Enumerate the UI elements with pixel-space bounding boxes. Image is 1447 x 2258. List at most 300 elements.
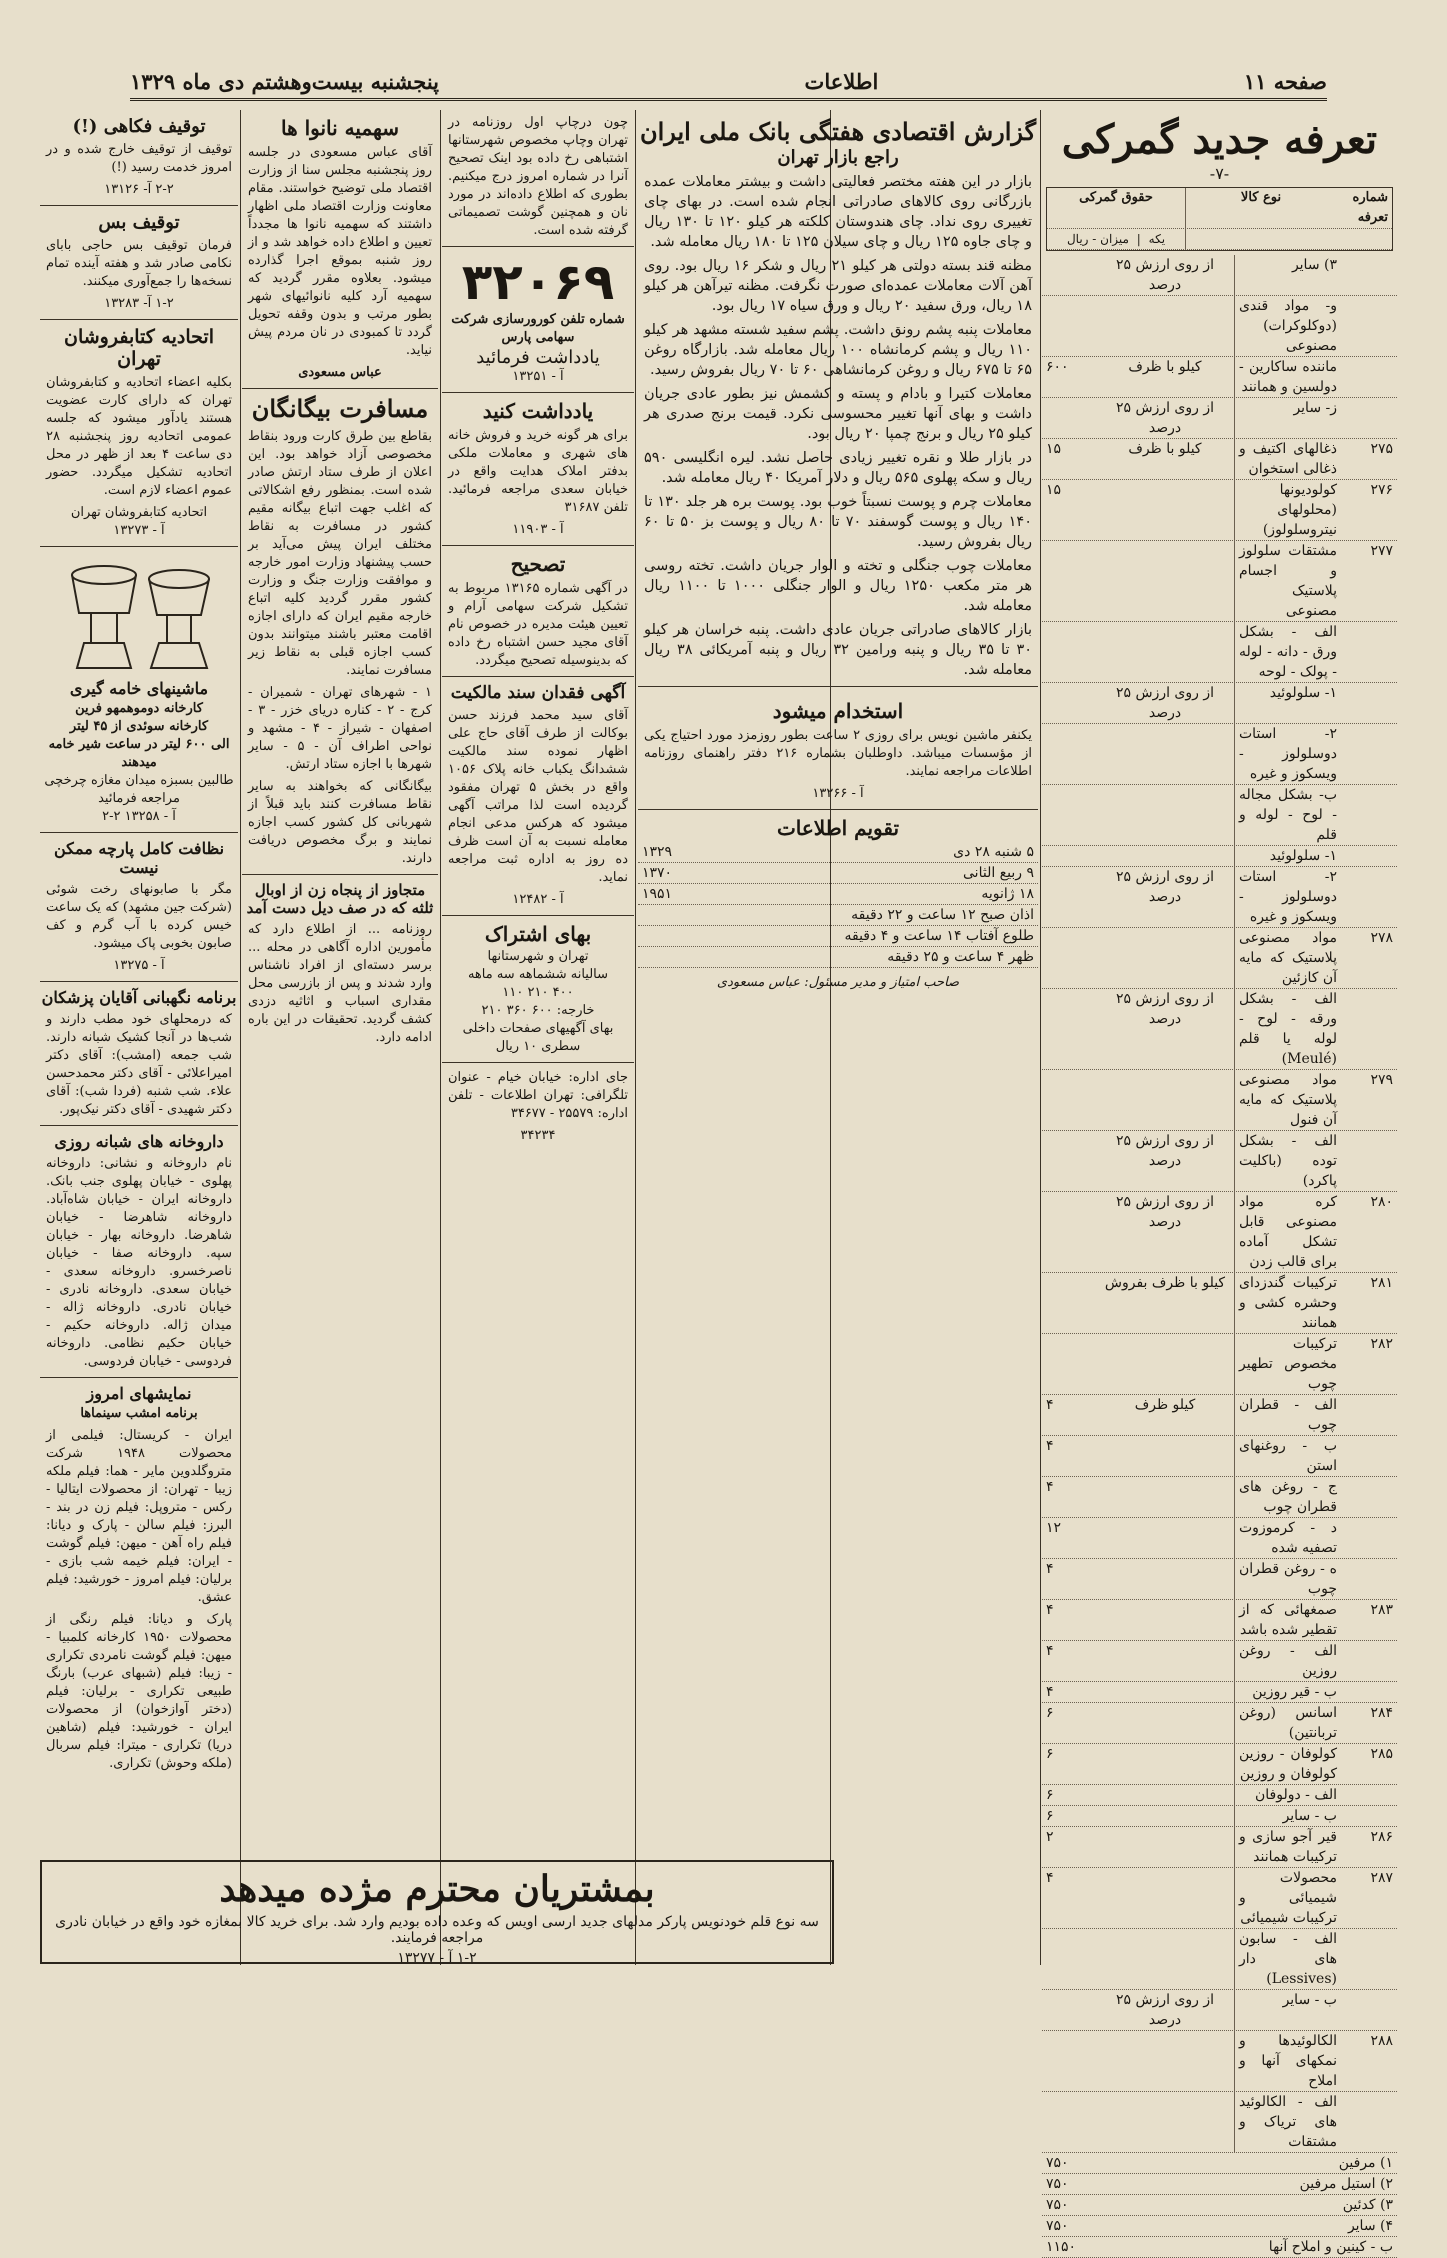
lost-deed-text: آقای سید محمد فرزند حسن بوکالت از طرف آقای حاج علی اظهار نموده سند مالکیت ششدانگ یکباب خانه پلاک ۱۰۵۶ واقع در بخش ۵ تهران مفقود گردیده است لذا مراتب آگهی میشود که هرکس مدعی انجام معامله نسبت به آن است ظرف ده روز به اداره ثبت مراجعه نماید. xyxy=(448,708,629,885)
tariff-number xyxy=(1341,296,1397,356)
report-column xyxy=(638,110,1038,1965)
tariff-row xyxy=(1042,1744,1397,1785)
pen-advertisement xyxy=(40,1860,834,1964)
bus-ad-title: توقیف بس xyxy=(98,212,180,233)
union-ad-ref: آ - ۱۳۲۷۳ xyxy=(113,523,165,538)
report-paragraph: بازار در این هفته مختصر فعالیتی داشت و بیشتر معاملات عمده بازرگانی روی کالاهای صادراتی انجام شده است. در بهای چای تغییری روی نداد. چای هندوستان کلکته هر کیلو ۱۲۰ تا ۱۳۰ ریال و چای جاوه ۱۲۵ ریال و چای سیلان ۱۲۵ تا ۱۸۰ ریال معامله شد. xyxy=(644,174,1032,251)
tariff-number: ۲۸۸ xyxy=(1370,2033,1393,2049)
pen-ad-title: بمشتریان محترم مژده میدهد xyxy=(219,1868,655,1910)
fun-ad-title: توقیف فکاهی (!) xyxy=(72,116,206,137)
tariff-number xyxy=(1341,1682,1397,1702)
tariff-duty: از روی ارزش ۲۵ درصد xyxy=(1096,398,1235,438)
tariff-amount xyxy=(1042,683,1096,723)
tariff-tail-row xyxy=(1042,2216,1397,2237)
tariff-goods: ترکیبات گندزدای وحشره کشی و همانند xyxy=(1239,1275,1337,1331)
tariff-duty: از روی ارزش ۲۵ درصد xyxy=(1096,683,1235,723)
tariff-duty xyxy=(1096,1703,1235,1743)
tariff-goods: کره مواد مصنوعی قابل تشکل آماده برای قالب زدن xyxy=(1239,1194,1337,1270)
tariff-row xyxy=(1042,1131,1397,1192)
tariff-goods: ب - قیر روزین xyxy=(1252,1684,1337,1700)
tariff-goods: ماننده ساکارین - دولسین و همانند xyxy=(1239,359,1337,395)
tariff-amount: ۴ xyxy=(1046,1561,1054,1577)
tariff-amount: ۴ xyxy=(1046,1643,1054,1659)
lost-deed-ref: آ - ۱۲۴۸۲ xyxy=(512,892,564,907)
tariff-tail-row xyxy=(1042,2174,1397,2195)
tariff-number: ۲۸۱ xyxy=(1370,1275,1393,1291)
tariff-duty xyxy=(1096,541,1235,621)
tariff-goods: محصولات شیمیائی و ترکیبات شیمیائی xyxy=(1239,1870,1337,1926)
police-text: روزنامه ... از اطلاع دارد که مأمورین اداره آگاهی در محله ... برسر دسته‌ای از افراد ناشناس وارد شدند و پس از بازرسی محل مقداری اسباب و اثاثیه دزدی کشف گردید. تحقیقات در این باره ادامه دارد. xyxy=(248,921,432,1045)
police-title: متجاوز از پنجاه زن از اوبال ثلثه که در صف دیل دست آمد xyxy=(246,880,434,917)
phone-note: یادداشت فرمائید xyxy=(476,347,600,368)
pharmacy-title: داروخانه های شبانه روزی xyxy=(54,1132,224,1151)
tariff-number xyxy=(1341,989,1397,1069)
tariff-amount xyxy=(1042,785,1096,845)
travel-list: ۱ - شهرهای تهران - شمیران - کرج - ۲ - کناره دریای خزر - ۳ - اصفهان - شیراز - ۴ - مشهد و نواحی اطراف آن - ۵ - سایر شهرها با اجازه ستاد ارتش. xyxy=(248,684,432,772)
tariff-row xyxy=(1042,2092,1397,2153)
tariff-row xyxy=(1042,1273,1397,1334)
report-title: گزارش اقتصادی هفتگی بانک ملی ایران xyxy=(639,117,1037,146)
correction-text: در آگهی شماره ۱۳۱۶۵ مربوط به تشکیل شرکت سهامی آرام و تعیین هیئت مدیره در خصوص نام آقای مجید حسن اشتباه رخ داده که بدینوسیله تصحیح میگردد. xyxy=(448,581,628,668)
tariff-row xyxy=(1042,439,1397,480)
tariff-number xyxy=(1341,724,1397,784)
middle-column xyxy=(442,110,634,1965)
tariff-amount xyxy=(1042,1929,1096,1989)
tariff-number: ۲۷۶ xyxy=(1370,482,1393,498)
tariff-duty: از روی ارزش ۲۵ درصد xyxy=(1096,1990,1235,2030)
notice-ref: آ - ۱۱۹۰۳ xyxy=(512,522,564,537)
machine-line: الی ۶۰۰ لیتر در ساعت شیر خامه میدهند xyxy=(48,737,230,770)
tariff-row xyxy=(1042,480,1397,541)
tariff-duty xyxy=(1096,1929,1235,1989)
tariff-duty xyxy=(1096,296,1235,356)
union-ad-text: بکلیه اعضاء اتحادیه و کتابفروشان تهران که دارای کارت عضویت هستند یادآور میشود که جلسه عمومی اتحادیه روز پنجشنبه ۲۸ دی ساعت ۴ بعد از ظهر در محل اتحادیه تشکیل میگردد. حضور عموم اعضاء لازم است. xyxy=(46,375,233,498)
tariff-amount xyxy=(1042,296,1096,356)
tariff-row xyxy=(1042,357,1397,398)
tariff-row xyxy=(1042,255,1397,296)
tariff-goods: الف - روغن روزین xyxy=(1239,1643,1337,1679)
tariff-number xyxy=(1341,1477,1397,1517)
tariff-row xyxy=(1042,785,1397,846)
report-paragraph: معاملات پنبه پشم رونق داشت. پشم سفید شسته مشهد هر کیلو ۱۱۰ ریال و پشم کرمانشاه ۱۰۰ ریال معامله شد. بازارگاه روغن ۶۵ تا ۶۷۵ ریال و روغن کرمانشاهی ۶۰ تا ۷۰ ریال بفروش رسید. xyxy=(644,322,1032,379)
header-amount: میزان - ریال xyxy=(1066,232,1129,246)
doctor-title: برنامه نگهبانی آقایان پزشکان xyxy=(41,988,237,1007)
tariff-amount: ۴ xyxy=(1046,1684,1054,1700)
union-ad-title: اتحادیه کتابفروشان تهران xyxy=(64,326,214,370)
machine-ref: آ - ۱۳۲۵۸ ۲-۲ xyxy=(102,809,176,824)
phone-number: ۳۲۰۶۹ xyxy=(461,253,615,311)
calendar-row xyxy=(638,842,1038,863)
soap-ad-title: نظافت کامل پارچه ممکن نیست xyxy=(53,839,225,877)
tariff-tail-row xyxy=(1042,2195,1397,2216)
tariff-goods: مواد مصنوعی پلاستیک که مایه آن فنول xyxy=(1239,1072,1337,1128)
bakery-text: آقای عباس مسعودی در جلسه روز پنجشنبه مجلس سنا از وزارت اقتصاد ملی توضیح خواستند. مقام معاونت وزارت اقتصاد ملی اظهار داشتند که سهمیه نانوا ها مجدداً تعیین و اطلاع داده خواهد شد و از روز شنبه بموقع اجرا گذارده میشود. بعلاوه مقرر گردید که سهمیه آرد کلیه نانوائیهای شهر بطور مرتب و بدون وقفه تحویل گردد تا کمبودی در نان مردم پیش نیاید. xyxy=(248,145,432,358)
tariff-number xyxy=(1341,1785,1397,1805)
tariff-goods: ۱- سلولوئید xyxy=(1269,685,1337,701)
tariff-goods: ۱- سلولوئید xyxy=(1269,848,1337,864)
tariff-amount xyxy=(1042,846,1096,866)
tariff-amount: ۱۱۵۰ xyxy=(1046,2239,1077,2255)
tariff-row xyxy=(1042,1990,1397,2031)
tariff-amount: ۱۵ xyxy=(1046,482,1062,498)
tariff-duty xyxy=(1096,785,1235,845)
tariff-duty xyxy=(1096,1559,1235,1599)
tariff-goods: ترکیبات مخصوص تطهیر چوب xyxy=(1239,1336,1337,1392)
tariff-row xyxy=(1042,1929,1397,1990)
tariff-row xyxy=(1042,1436,1397,1477)
pen-ad-text: سه نوع قلم خودنویس پارکر مدلهای جدید ارسی اویس که وعده داده بودیم وارد شد. برای خرید کالا بمغازه خود واقع در خیابان نادری مراجعه فرمایند. xyxy=(55,1914,819,1946)
tariff-goods: ۲- استات دوسلولوز - ویسکوز و غیره xyxy=(1239,726,1337,782)
tariff-duty xyxy=(1096,1600,1235,1640)
calendar-row xyxy=(638,905,1038,926)
tariff-goods: ب - روغنهای استن xyxy=(1239,1438,1337,1474)
tariff-goods: ۳) سایر xyxy=(1291,257,1337,273)
calendar-label: ۱۸ ژانویه xyxy=(981,886,1034,903)
tariff-goods: مشتقات سلولوز و اجسام پلاستیک مصنوعی xyxy=(1239,543,1337,619)
machine-line: کارخانه دوموهمهو فرین xyxy=(75,701,203,716)
header-goods: نوع کالا xyxy=(1240,190,1282,205)
tariff-amount xyxy=(1042,1990,1096,2030)
bakery-signature: عباس مسعودی xyxy=(298,365,382,380)
hiring-text: یکنفر ماشین نویس برای روزی ۲ ساعت بطور روزمزد مورد احتیاج یکی از مؤسسات میباشد. داوطلبان بشماره ۲۱۶ دفتر راهنمای روزنامه اطلاعات مراجعه نمایند. xyxy=(644,728,1032,780)
tariff-goods: الف - سابون های دار (Lessives) xyxy=(1239,1931,1337,1987)
tariff-number xyxy=(1341,1131,1397,1191)
soap-ad-text: مگر با صابونهای رخت شوئی (شرکت جین مشهد) که یک ساعت خیس کرده با آب گرم و کف صابون بخوبی پاک میشود. xyxy=(46,882,232,951)
tariff-row xyxy=(1042,1827,1397,1868)
tariff-tail-row xyxy=(1042,2237,1397,2258)
tariff-duty xyxy=(1096,2031,1235,2091)
tariff-number: ۲۷۷ xyxy=(1370,543,1393,559)
tariff-goods: کولوفان - روزین کولوفان و روزین xyxy=(1239,1746,1337,1782)
tariff-duty: کیلو با ظرف بفروش xyxy=(1096,1273,1235,1333)
tariff-goods: ۱) مرفین xyxy=(1338,2155,1393,2171)
tariff-amount xyxy=(1042,867,1096,927)
calendar-value: ۱۳۲۹ xyxy=(642,844,673,861)
column-rule xyxy=(240,110,241,1965)
tariff-number xyxy=(1341,622,1397,682)
tariff-row xyxy=(1042,867,1397,928)
tariff-number: ۲۸۴ xyxy=(1370,1705,1393,1721)
tariff-duty xyxy=(1096,1436,1235,1476)
tariff-goods: ب - سایر xyxy=(1282,1808,1337,1824)
tariff-number xyxy=(1341,1641,1397,1681)
pharmacy-text: نام داروخانه و نشانی: داروخانه پهلوی - خیابان پهلوی جنب بانک. داروخانه ایران - خیابان شاه‌آباد. داروخانه شاهرضا - خیابان شاهرضا. داروخانه بهار - خیابان سپه. داروخانه صفا - خیابان ناصرخسرو. داروخانه سعدی - خیابان سعدی. داروخانه نادری - خیابان نادری. داروخانه ژاله - میدان ژاله. داروخانه حکیم - خیابان حکیم نظامی. داروخانه فردوسی - خیابان فردوسی. xyxy=(46,1156,232,1369)
cinema-program: برنامه امشب سینماها xyxy=(80,1406,198,1421)
tariff-amount xyxy=(1042,2092,1096,2152)
calendar-label: ظهر ۴ ساعت و ۲۵ دقیقه xyxy=(887,949,1034,966)
tariff-amount xyxy=(1042,928,1096,988)
tariff-amount: ۴ xyxy=(1046,1397,1054,1413)
hiring-ref: آ - ۱۳۲۶۶ xyxy=(812,786,864,802)
tariff-row xyxy=(1042,1518,1397,1559)
tariff-amount xyxy=(1042,989,1096,1069)
tariff-row xyxy=(1042,1682,1397,1703)
tariff-duty xyxy=(1096,1806,1235,1826)
tariff-row xyxy=(1042,398,1397,439)
tariff-row xyxy=(1042,1395,1397,1436)
calendar-label: ۹ ربیع الثانی xyxy=(963,865,1034,882)
tariff-goods: الف - دولوفان xyxy=(1254,1787,1337,1803)
report-paragraph: معاملات چرم و پوست نسبتاً خوب بود. پوست بره هر جلد ۱۳۰ تا ۱۴۰ ریال و پوست گوسفند ۷۰ تا ۸۰ ریال و پوست بز ۵۰ تا ۶۰ ریال بفروش رسید. xyxy=(644,494,1033,551)
tariff-number xyxy=(1341,683,1397,723)
calendar-value xyxy=(638,926,692,946)
tariff-goods: ب- بشکل مجاله - لوح - لوله و قلم xyxy=(1239,787,1337,843)
subscription-periods: سالیانه ششماهه سه ماهه xyxy=(467,967,609,982)
calendar-label: طلوع آفتاب ۱۴ ساعت و ۴ دقیقه xyxy=(844,928,1034,945)
calendar-row xyxy=(638,947,1038,968)
office-ref: ۳۴۲۳۴ xyxy=(520,1128,556,1143)
tariff-duty xyxy=(1096,1682,1235,1702)
tariff-duty xyxy=(1096,622,1235,682)
tariff-number: ۲۷۸ xyxy=(1370,930,1393,946)
tariff-goods: د - کرموزوت تصفیه شده xyxy=(1239,1520,1337,1556)
tariff-number: ۲۸۷ xyxy=(1370,1870,1393,1886)
page-number: صفحه ۱۱ xyxy=(1243,68,1327,94)
calendar-label: اذان صبح ۱۲ ساعت و ۲۲ دقیقه xyxy=(851,907,1034,924)
news-column xyxy=(242,110,438,1965)
tariff-duty xyxy=(1096,846,1235,866)
cinema-text2: پارک و دیانا: فیلم رنگی از محصولات ۱۹۵۰ کارخانه کلمبیا - میهن: فیلم گوشت نامردی تکراری - زیبا: فیلم (شبهای عرب) بارنگ طبیعی تکراری - برلیان: فیلم (دختر آوازخوان) از محصولات ایران - خورشید: فیلم (شاهین دریا) تکراری - میترا: فیلم سربال (ملکه وحوش) تکراری. xyxy=(46,1612,232,1771)
tariff-duty xyxy=(1096,1477,1235,1517)
report-paragraph: بازار کالاهای صادراتی جریان عادی داشت. پنبه خراسان هر کیلو ۳۰ تا ۳۵ ریال و پنبه ورامین ۳۲ ریال و پنبه آمریکائی ۳۸ ریال معامله شد. xyxy=(644,622,1033,679)
tariff-number xyxy=(1341,1806,1397,1826)
tariff-amount: ۴ xyxy=(1046,1870,1054,1886)
tariff-goods: ه - روغن قطران چوب xyxy=(1239,1561,1337,1597)
tariff-duty xyxy=(1096,1785,1235,1805)
header-number: شماره تعرفه xyxy=(1352,190,1388,225)
calendar-title: تقویم اطلاعات xyxy=(776,816,900,841)
tariff-number xyxy=(1341,398,1397,438)
tariff-goods: مواد مصنوعی پلاستیک که مایه آن کازئین xyxy=(1239,930,1337,986)
tariff-row xyxy=(1042,1785,1397,1806)
lost-deed-title: آگهی فقدان سند مالکیت xyxy=(450,683,626,703)
machine-line: طالبین بسبزه میدان مغازه چرخچی مراجعه فرمائید xyxy=(44,773,234,806)
fun-ad-text: توقیف از توقیف خارج شده و در امروز خدمت رسید (!) xyxy=(46,142,232,175)
tariff-number xyxy=(1341,846,1397,866)
report-paragraph: معاملات کتیرا و بادام و پسته و کشمش نیز بطور عادی جریان داشت و بهای آنها تغییر محسوسی نکرد. قیمت برنج صدری هر کیلو ۲۵ ریال و برنج چمپا ۲۰ ریال بود. xyxy=(644,386,1032,443)
fun-ad-ref: ۲-۲ آ- ۱۳۱۲۶ xyxy=(104,182,174,197)
calendar-row xyxy=(638,884,1038,905)
tariff-duty: کیلو با ظرف xyxy=(1096,439,1235,479)
tariff-row xyxy=(1042,928,1397,989)
tariff-number xyxy=(1341,1518,1397,1558)
union-ad-sign: اتحادیه کتابفروشان تهران xyxy=(70,505,208,520)
column-rule xyxy=(1040,110,1041,1965)
tariff-amount xyxy=(1042,2031,1096,2091)
report-paragraph: مظنه قند بسته دولتی هر کیلو ۲۱ ریال و شکر ۱۶ ریال بود. روی آهن آلات معاملات عمده‌ای صورت نگرفت. مظنه تیرآهن هر کیلو ۱۸ ریال، ورق سفید ۲۰ ریال و ورق سیاه ۱۷ ریال بود. xyxy=(644,258,1033,315)
tariff-duty xyxy=(1096,1641,1235,1681)
tariff-amount xyxy=(1042,1273,1096,1333)
report-paragraph: معاملات چوب جنگلی و تخته و الوار جریان داشت. تخته روسی هر متر مکعب ۱۲۵۰ ریال و الوار جنگلی ۱۰۰۰ تا ۱۱۰۰ ریال معامله شد. xyxy=(644,558,1032,615)
editor-signature: صاحب امتیاز و مدیر مسئول: عباس مسعودی xyxy=(716,975,960,991)
cinema-title: نمایشهای امروز xyxy=(86,1384,192,1403)
tariff-goods: ۳) کدئین xyxy=(1342,2197,1393,2213)
tariff-duty xyxy=(1096,1070,1235,1130)
tariff-amount: ۷۵۰ xyxy=(1046,2197,1069,2213)
tariff-goods: الف - قطران چوب xyxy=(1239,1397,1337,1433)
subscription-city: تهران و شهرستانها xyxy=(487,949,589,964)
tariff-number: ۲۸۶ xyxy=(1370,1829,1393,1845)
tariff-amount: ۷۵۰ xyxy=(1046,2218,1069,2234)
tariff-amount: ۶ xyxy=(1046,1746,1054,1762)
tariff-goods: ۴) سایر xyxy=(1347,2218,1393,2234)
tariff-row xyxy=(1042,1477,1397,1518)
tariff-amount: ۶ xyxy=(1046,1705,1054,1721)
tariff-row xyxy=(1042,1641,1397,1682)
calendar-value xyxy=(638,905,692,925)
hiring-title: استخدام میشود xyxy=(772,699,904,724)
tariff-amount: ۱۵ xyxy=(1046,441,1062,457)
tariff-duty xyxy=(1096,724,1235,784)
tariff-row xyxy=(1042,683,1397,724)
tariff-duty: کیلو ظرف xyxy=(1096,1395,1235,1435)
tariff-row xyxy=(1042,1334,1397,1395)
subscription-ads: بهای آگهیهای صفحات داخلی سطری ۱۰ ریال xyxy=(462,1021,614,1054)
tariff-row xyxy=(1042,1192,1397,1273)
tariff-number xyxy=(1341,1990,1397,2030)
tariff-number: ۲۸۰ xyxy=(1370,1194,1393,1210)
tariff-duty: کیلو با ظرف xyxy=(1096,357,1235,397)
bus-ad-ref: ۱-۲ آ- ۱۳۲۸۳ xyxy=(104,296,174,311)
calendar-label: ۵ شنبه ۲۸ دی xyxy=(953,844,1034,861)
tariff-row xyxy=(1042,846,1397,867)
tariff-number xyxy=(1341,357,1397,397)
tariff-goods: اسانس (روغن تربانتین) xyxy=(1239,1705,1337,1741)
tariff-amount: ۷۵۰ xyxy=(1046,2155,1069,2171)
tariff-tail-table xyxy=(1042,2153,1397,2258)
tariff-header: شماره تعرفه نوع کالا حقوق گمرکی یکه | میزان - ریال xyxy=(1046,187,1393,251)
tariff-amount: ۴ xyxy=(1046,1602,1054,1618)
travel-text2: بیگانگانی که بخواهند به سایر نقاط مسافرت کنند باید قبلاً از شهربانی کل کشور کسب اجازه نمایند و برگ مخصوص دریافت دارند. xyxy=(248,778,432,866)
tariff-row xyxy=(1042,622,1397,683)
tariff-number xyxy=(1341,1929,1397,1989)
pen-ad-ref: ۱-۲ آ - ۱۳۲۷۷ xyxy=(397,1950,477,1966)
machine-line: کارخانه سوئدی از ۴۵ لیتر xyxy=(69,719,209,734)
soap-ad-ref: آ - ۱۳۲۷۵ xyxy=(113,958,165,973)
tariff-row xyxy=(1042,1703,1397,1744)
tariff-part: -۷- xyxy=(1209,164,1230,183)
calendar-table xyxy=(638,842,1038,968)
tariff-amount xyxy=(1042,1131,1096,1191)
paper-name: اطلاعات xyxy=(804,68,879,94)
tariff-goods: الف - بشکل ورق - دانه - لوله - پولک - لوحه xyxy=(1239,624,1337,680)
tariff-number: ۲۷۹ xyxy=(1370,1072,1393,1088)
tariff-duty xyxy=(1096,1868,1235,1928)
tariff-amount: ۶ xyxy=(1046,1787,1054,1803)
notice-text: برای هر گونه خرید و فروش خانه های شهری و معاملات ملکی بدفتر املاک هدایت واقع در خیابان سعدی مراجعه فرمائید. تلفن ۳۱۶۸۷ xyxy=(448,428,628,515)
tariff-amount xyxy=(1042,724,1096,784)
tariff-table xyxy=(1042,255,1397,2153)
subscription-abroad: خارجه: ۶۰۰ ۳۶۰ ۲۱۰ xyxy=(481,1003,595,1018)
tariff-duty: از روی ارزش ۲۵ درصد xyxy=(1096,867,1235,927)
tariff-duty xyxy=(1096,2092,1235,2152)
report-subtitle: راجع بازار تهران xyxy=(777,146,899,168)
header-duty: حقوق گمرکی xyxy=(1047,188,1186,228)
tariff-duty: از روی ارزش ۲۵ درصد xyxy=(1096,255,1235,295)
header-unit: یکه xyxy=(1148,232,1166,246)
tariff-goods: ذغالهای اکتیف و ذغالی استخوان xyxy=(1239,441,1337,477)
travel-text: بقاطع بین طرق کارت ورود بنقاط مخصوصی آزاد خواهد بود. این اعلان از طرف ستاد ارتش صادر شده است. بمنظور رفع اشکالاتی که اغلب جهت اتباع بیگانه مقیم کشور در مسافرت به نقاط مختلف ایران پیش می‌آید بر حسب پیشنهاد وزارت امور خارجه و موافقت وزارت جنگ و وزارت کشور مقرر گردید کلیه اتباع خارجه مقیم ایران که دارای اجازه اقامت معتبر باشند میتوانند بدون کسب اجازه قبلی به نقاط زیر مسافرت نمایند. xyxy=(248,428,432,678)
bus-ad-text: فرمان توقیف بس حاجی بابای نکامی صادر شد و هفته آینده تمام نسخه‌ها را جمع‌آوری میکنند. xyxy=(46,238,232,289)
phone-ref: آ - ۱۳۲۵۱ xyxy=(512,369,564,384)
date-line: پنجشنبه بیست‌وهشتم دی ماه ۱۳۲۹ xyxy=(130,68,440,94)
tariff-row xyxy=(1042,724,1397,785)
tariff-duty: از روی ارزش ۲۵ درصد xyxy=(1096,1192,1235,1272)
tariff-row xyxy=(1042,1868,1397,1929)
tariff-amount xyxy=(1042,622,1096,682)
ads-column xyxy=(40,110,238,1965)
calendar-value xyxy=(638,947,692,967)
tariff-row xyxy=(1042,296,1397,357)
tariff-amount: ۱۲ xyxy=(1046,1520,1062,1536)
office-address: جای اداره: خیابان خیام - عنوان تلگرافی: تهران اطلاعات - تلفن اداره: ۲۵۵۷۹ - ۳۴۶۷۷ xyxy=(448,1070,628,1121)
tariff-amount xyxy=(1042,1070,1096,1130)
tariff-goods: صمغهائی که از تقطیر شده باشد xyxy=(1239,1602,1337,1638)
tariff-number xyxy=(1341,2092,1397,2152)
tariff-number xyxy=(1341,1436,1397,1476)
notice-title: یادداشت کنید xyxy=(482,399,594,423)
tariff-goods: ۲- استات دوسلولوز - ویسکوز و غیره xyxy=(1239,869,1337,925)
tariff-goods: الف - بشکل توده (باکلیت پاکرد) xyxy=(1239,1133,1337,1189)
tariff-amount: ۲ xyxy=(1046,1829,1054,1845)
tariff-amount xyxy=(1042,541,1096,621)
tariff-number: ۲۸۵ xyxy=(1370,1746,1393,1762)
tariff-amount: ۶۰۰ xyxy=(1046,359,1069,375)
tariff-goods: ج - روغن های قطران چوب xyxy=(1239,1479,1337,1515)
tariff-goods: الکالوئیدها و نمکهای آنها و املاح xyxy=(1239,2033,1337,2089)
tariff-goods: ۲) استیل مرفین xyxy=(1299,2176,1393,2192)
report-paragraph: در بازار طلا و نقره تغییر زیادی حاصل نشد. لیره انگلیسی ۵۹۰ ریال و سکه پهلوی ۵۶۵ ریال و دلار آمریکا ۴۰ ریال معامله شد. xyxy=(644,450,1032,487)
tariff-row xyxy=(1042,2031,1397,2092)
tariff-number: ۲۷۵ xyxy=(1370,441,1393,457)
calendar-row xyxy=(638,863,1038,884)
intro-text: چون درچاپ اول روزنامه در تهران وچاپ مخصوص شهرستانها اشتباهی رخ داده بود اینک تصحیح آنرا در شماره امروز درج میکنیم. بطوری که اطلاع داده‌اند در مورد نان و همچنین گوشت تصمیماتی گرفته شده است. xyxy=(448,115,628,238)
tariff-duty: از روی ارزش ۲۵ درصد xyxy=(1096,989,1235,1069)
tariff-amount: ۴ xyxy=(1046,1438,1054,1454)
column-rule xyxy=(635,110,636,1965)
tariff-amount: ۷۵۰ xyxy=(1046,2176,1069,2192)
tariff-row xyxy=(1042,1559,1397,1600)
tariff-row xyxy=(1042,541,1397,622)
calendar-row xyxy=(638,926,1038,947)
tariff-goods: الف - بشکل ورقه - لوح - لوله یا قلم (Meulé) xyxy=(1239,991,1337,1067)
tariff-title: تعرفه جدید گمرکی xyxy=(1061,116,1378,163)
tariff-row xyxy=(1042,989,1397,1070)
tariff-duty xyxy=(1096,1518,1235,1558)
tariff-number xyxy=(1341,1559,1397,1599)
tariff-number xyxy=(1341,785,1397,845)
tariff-amount: ۶ xyxy=(1046,1808,1054,1824)
tariff-amount: ۴ xyxy=(1046,1479,1054,1495)
tariff-goods: و- مواد قندی (دوکلوکرات) مصنوعی xyxy=(1239,298,1337,354)
tariff-amount xyxy=(1042,398,1096,438)
tariff-goods: قیر آجو سازی و ترکیبات همانند xyxy=(1239,1829,1337,1865)
tariff-amount xyxy=(1042,1192,1096,1272)
column-rule xyxy=(440,110,441,1965)
tariff-goods: الف - الکالوئید های تریاک و مشتقات xyxy=(1239,2094,1337,2150)
tariff-number: ۲۸۲ xyxy=(1370,1336,1393,1352)
calendar-value: ۱۳۷۰ xyxy=(642,865,673,882)
travel-title: مسافرت بیگانگان xyxy=(251,394,429,423)
doctor-text: که درمحلهای خود مطب دارند و شب‌ها در آنجا کشیک شبانه دارند. شب جمعه (امشب): آقای دکتر امیراعلائی - آقای دکتر محمدحسن علاء. شب شنبه (فردا شب): آقای دکتر شهیدی - آقای دکتر نیک‌پور. xyxy=(46,1012,232,1117)
tariff-column xyxy=(1042,110,1397,2255)
calendar-value: ۱۹۵۱ xyxy=(642,886,673,903)
bakery-title: سهمیه نانوا ها xyxy=(281,116,399,140)
tariff-duty xyxy=(1096,1744,1235,1784)
tariff-row xyxy=(1042,1806,1397,1827)
subscription-tehran: ۴۰۰ ۲۱۰ ۱۱۰ xyxy=(502,985,574,1000)
tariff-duty xyxy=(1096,1827,1235,1867)
